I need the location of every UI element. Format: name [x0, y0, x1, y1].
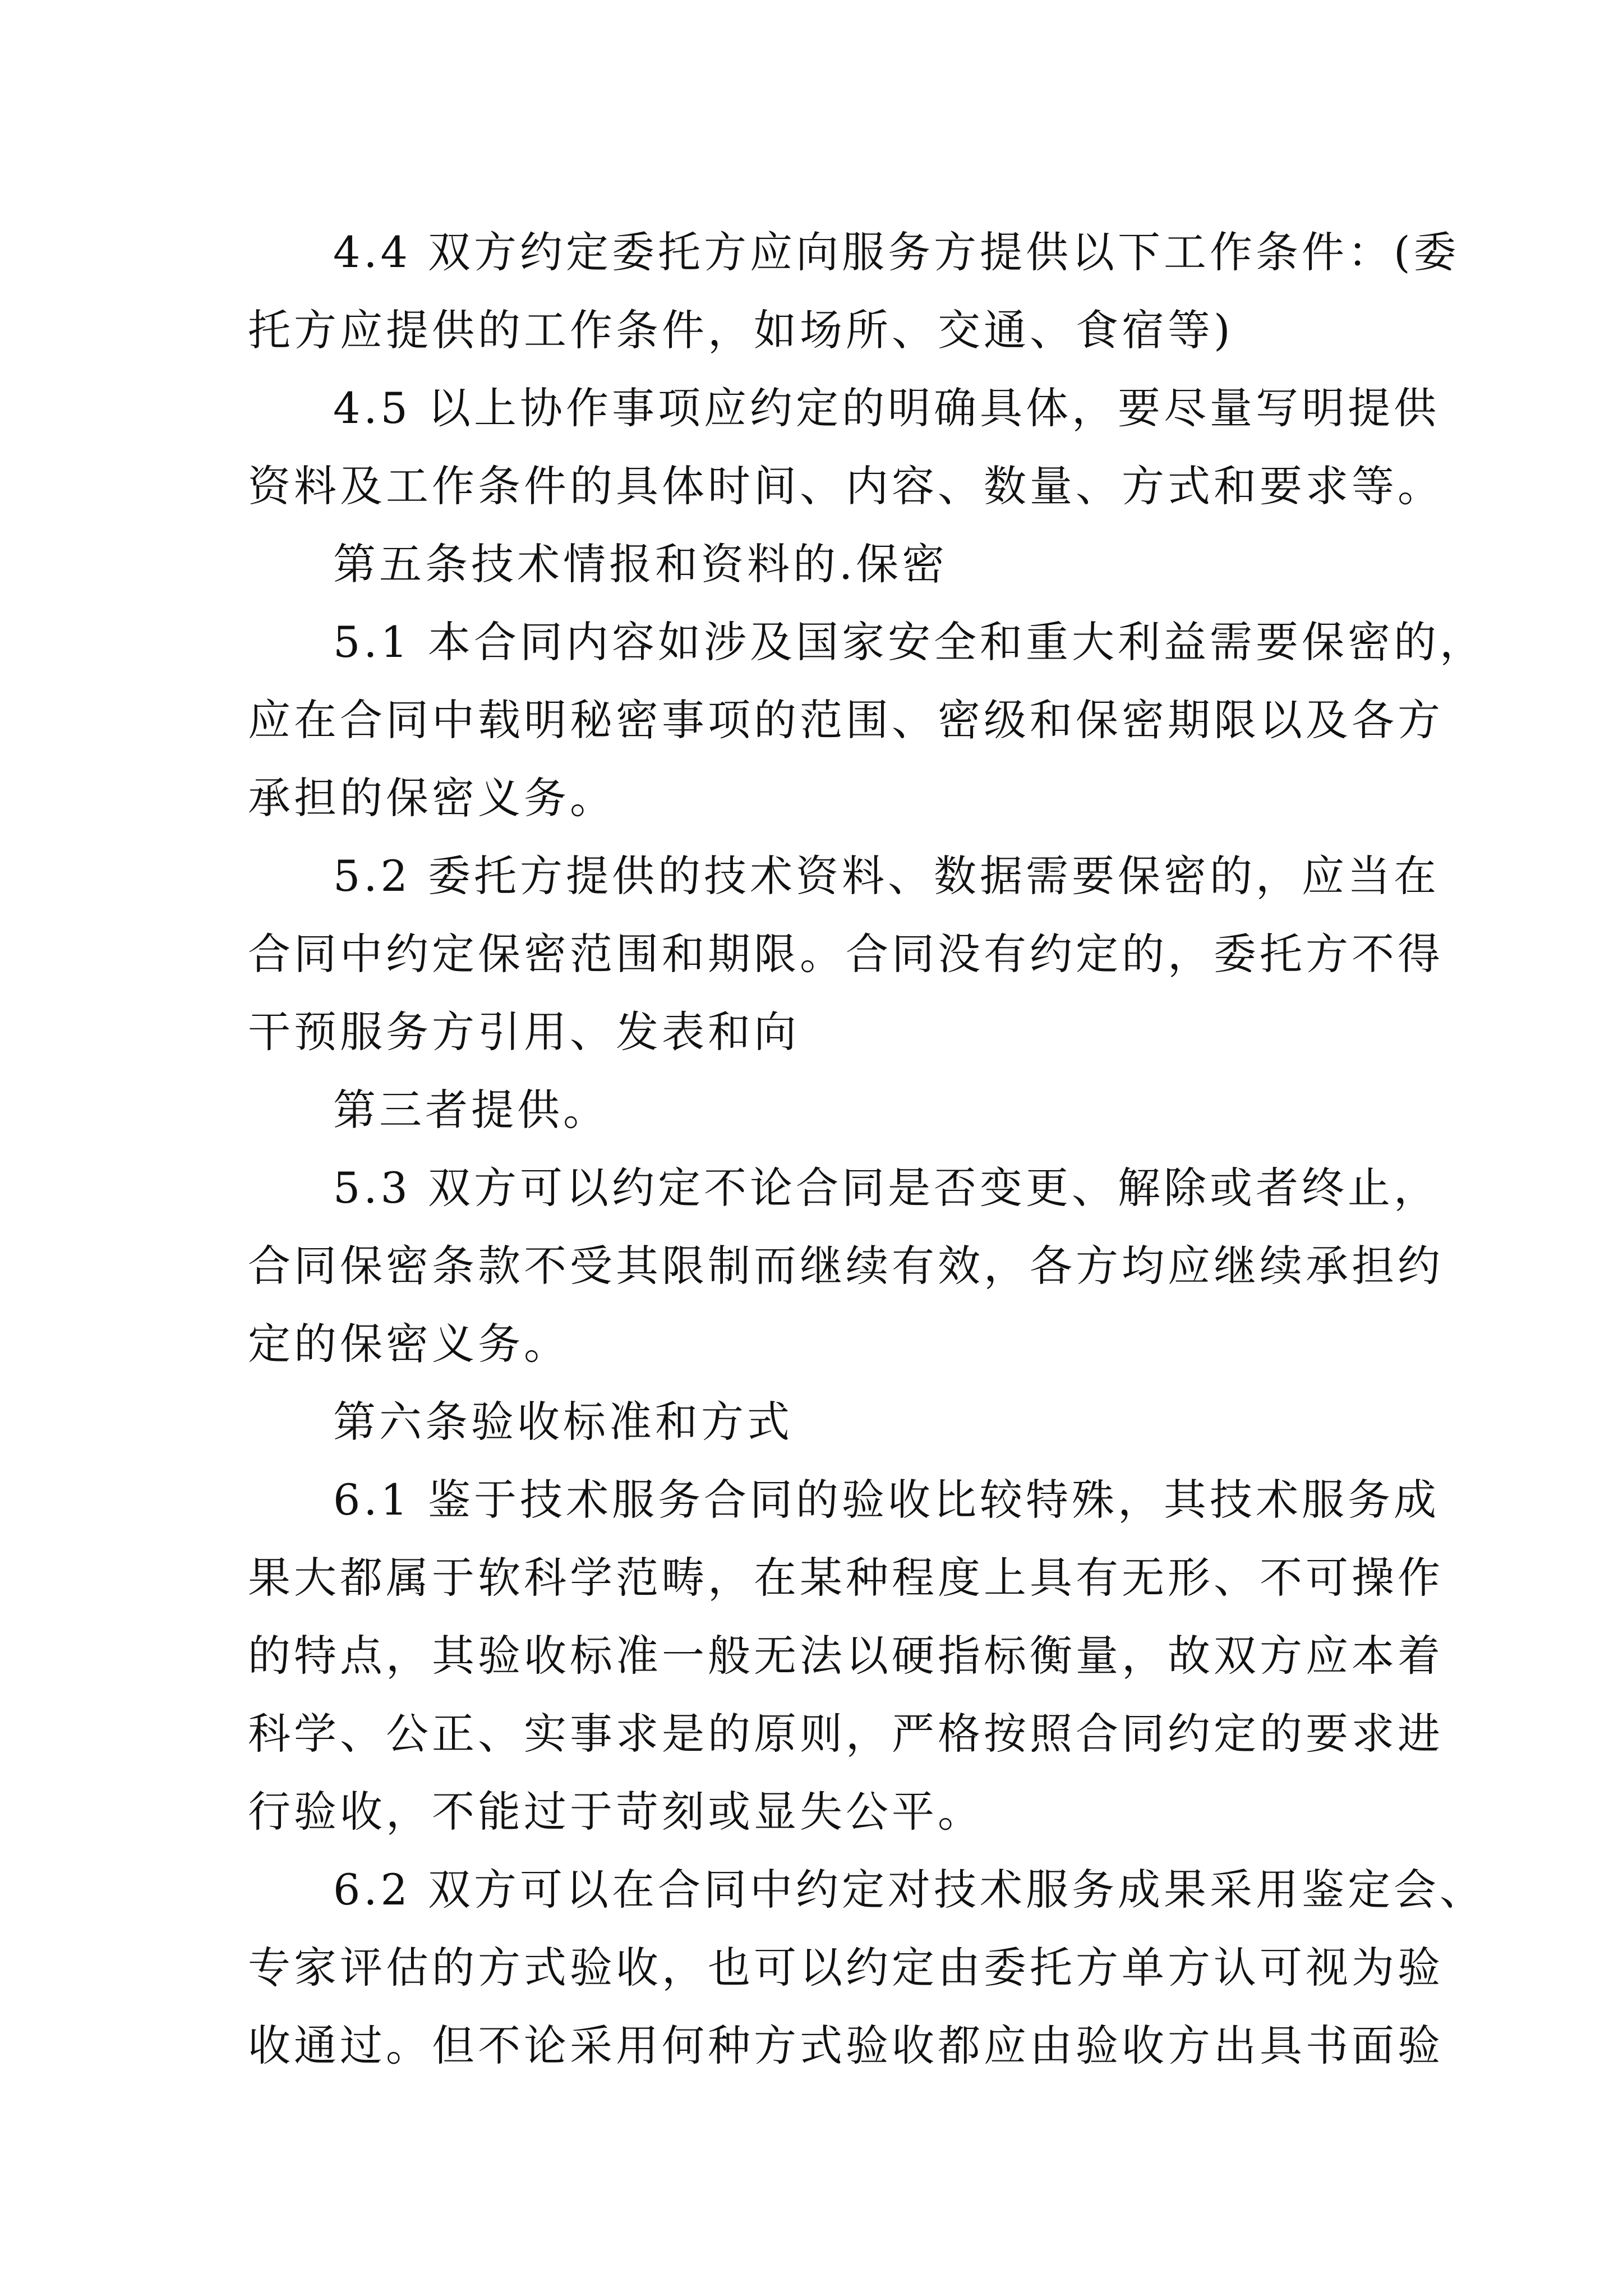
text-line-clause-5-3-middle: 合同保密条款不受其限制而继续有效，各方均应继续承担约 [248, 1241, 1444, 1291]
text-line-clause-5-1-end: 承担的保密义务。 [248, 773, 616, 823]
text-line-clause-4-5-end: 资料及工作条件的具体时间、内容、数量、方式和要求等。 [248, 461, 1444, 511]
text-line-clause-5-2-start: 5.2 委托方提供的技术资料、数据需要保密的，应当在 [333, 851, 1440, 901]
section-heading-article-5: 第五条技术情报和资料的.保密 [333, 539, 948, 589]
text-line-clause-4-4-end: 托方应提供的工作条件，如场所、交通、食宿等) [248, 305, 1234, 355]
document-body [248, 213, 1486, 2085]
text-line-clause-5-2-middle: 合同中约定保密范围和期限。合同没有约定的，委托方不得 [248, 929, 1444, 979]
text-line-clause-5-1-start: 5.1 本合同内容如涉及国家安全和重大利益需要保密的， [333, 617, 1486, 667]
text-line-clause-6-1-start: 6.1 鉴于技术服务合同的验收比较特殊，其技术服务成 [333, 1475, 1440, 1525]
text-line-clause-5-3-end: 定的保密义务。 [248, 1319, 570, 1369]
section-heading-article-6: 第六条验收标准和方式 [333, 1397, 793, 1447]
text-line-clause-6-2-end: 收通过。但不论采用何种方式验收都应由验收方出具书面验 [248, 2021, 1444, 2070]
text-line-clause-5-1-middle: 应在合同中载明秘密事项的范围、密级和保密期限以及各方 [248, 695, 1444, 745]
text-line-clause-5-3-start: 5.3 双方可以约定不论合同是否变更、解除或者终止， [333, 1163, 1440, 1213]
text-line-clause-4-5-start: 4.5 以上协作事项应约定的明确具体，要尽量写明提供 [333, 383, 1440, 433]
text-line-clause-6-1-line-4: 科学、公正、实事求是的原则，严格按照合同约定的要求进 [248, 1709, 1444, 1759]
text-line-clause-6-2-start: 6.2 双方可以在合同中约定对技术服务成果采用鉴定会、 [333, 1865, 1486, 1915]
text-line-clause-4-4-start: 4.4 双方约定委托方应向服务方提供以下工作条件：(委 [333, 227, 1460, 277]
text-line-clause-6-1-end: 行验收，不能过于苛刻或显失公平。 [248, 1787, 984, 1837]
text-line-clause-6-1-line-3: 的特点，其验收标准一般无法以硬指标衡量，故双方应本着 [248, 1631, 1444, 1681]
text-line-clause-6-2-middle: 专家评估的方式验收，也可以约定由委托方单方认可视为验 [248, 1943, 1444, 1993]
text-line-clause-5-2-end: 干预服务方引用、发表和向 [248, 1007, 800, 1057]
text-line-clause-5-2-continuation: 第三者提供。 [333, 1085, 609, 1135]
text-line-clause-6-1-line-2: 果大都属于软科学范畴，在某种程度上具有无形、不可操作 [248, 1553, 1444, 1603]
